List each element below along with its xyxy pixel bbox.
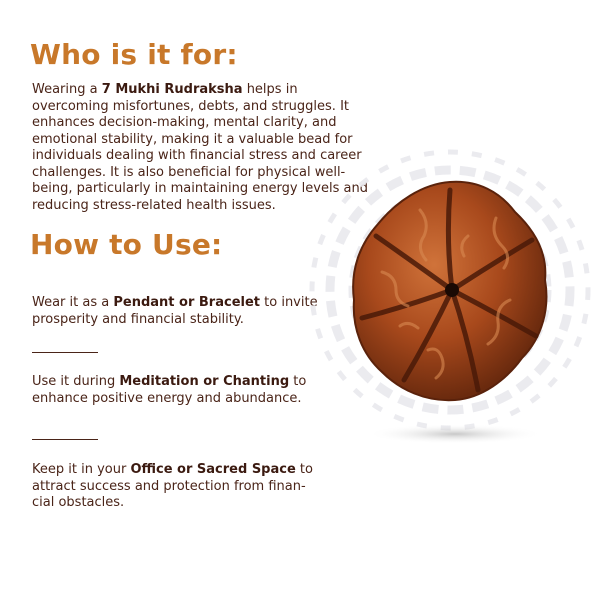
how-to-use-heading: How to Use: xyxy=(30,228,223,261)
who-text-before: Wearing a xyxy=(32,82,102,97)
usage-bold: Pendant or Bracelet xyxy=(113,295,261,310)
usage-text-after: to enhance positive energy and abundance. xyxy=(32,374,307,406)
usage-text-after: to attract success and protection from finan-cial obstacles. xyxy=(32,462,313,510)
usage-item-pendant xyxy=(32,295,322,328)
usage-item-office xyxy=(32,462,322,512)
rudraksha-image xyxy=(300,140,600,460)
divider-line xyxy=(32,439,98,440)
usage-text-before: Use it during xyxy=(32,374,120,389)
usage-text-before: Keep it in your xyxy=(32,462,131,477)
who-is-it-for-heading: Who is it for: xyxy=(30,38,238,71)
usage-bold: Office or Sacred Space xyxy=(130,462,296,477)
divider-line xyxy=(32,352,98,353)
usage-text-after: to invite prosperity and financial stability. xyxy=(32,295,318,327)
product-name: 7 Mukhi Rudraksha xyxy=(101,82,243,97)
who-text-after: helps in overcoming misfortunes, debts, and struggles. It enhances decision-making, mental clarity, and emotional stability, making it a valuable bead for individuals dealing with financial stress and career challenges. It is also beneficial for physical well-being, particularly in maintaining energy levels and reducing stress-related health issues. xyxy=(32,82,368,213)
bead-shadow xyxy=(367,424,543,444)
usage-text-before: Wear it as a xyxy=(32,295,114,310)
usage-item-meditation xyxy=(32,374,322,407)
usage-bold: Meditation or Chanting xyxy=(119,374,290,389)
